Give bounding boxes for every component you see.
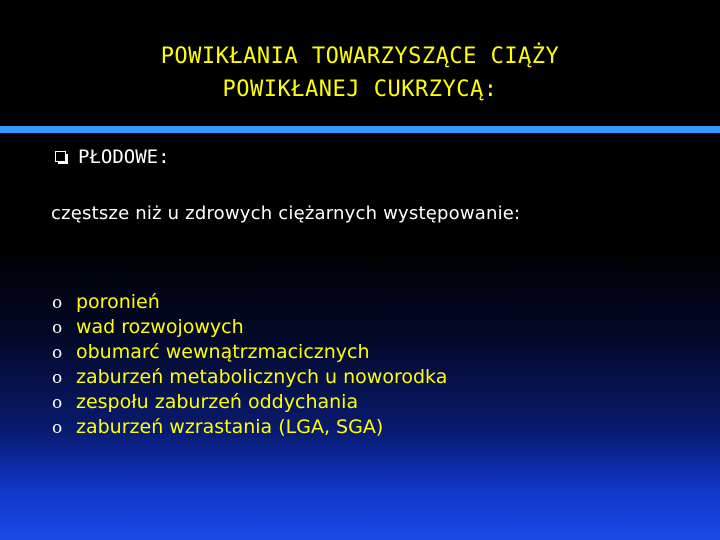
list-item — [52, 365, 447, 390]
slide-title-line-1: POWIKŁANIA TOWARZYSZĄCE CIĄŻY — [160, 44, 560, 69]
circle-bullet-icon: o — [52, 368, 63, 388]
circle-bullet-icon: o — [52, 393, 63, 413]
circle-bullet-icon: o — [52, 343, 63, 363]
section-heading — [55, 146, 170, 168]
list-item — [52, 415, 447, 440]
list-item-text: zaburzeń wzrastania (LGA, SGA) — [76, 416, 384, 438]
complications-list — [52, 290, 447, 440]
intro-text: częstsze niż u zdrowych ciężarnych występowanie: — [51, 203, 521, 224]
title-divider-bar — [0, 126, 720, 133]
list-item-text: poronień — [76, 291, 160, 313]
list-item-text: zaburzeń metabolicznych u noworodka — [76, 366, 448, 388]
section-heading-label: PŁODOWE: — [78, 146, 170, 168]
circle-bullet-icon: o — [52, 318, 63, 338]
list-item-text: wad rozwojowych — [76, 316, 244, 338]
list-item — [52, 290, 447, 315]
slide-title-line-2: POWIKŁANEJ CUKRZYCĄ: — [222, 77, 498, 102]
list-item-text: zespołu zaburzeń oddychania — [76, 391, 359, 413]
square-bullet-icon — [55, 151, 67, 163]
circle-bullet-icon: o — [52, 418, 63, 438]
list-item — [52, 340, 447, 365]
list-item — [52, 390, 447, 415]
slide-title — [0, 40, 720, 106]
list-item — [52, 315, 447, 340]
circle-bullet-icon: o — [52, 293, 63, 313]
list-item-text: obumarć wewnątrzmacicznych — [76, 341, 370, 363]
